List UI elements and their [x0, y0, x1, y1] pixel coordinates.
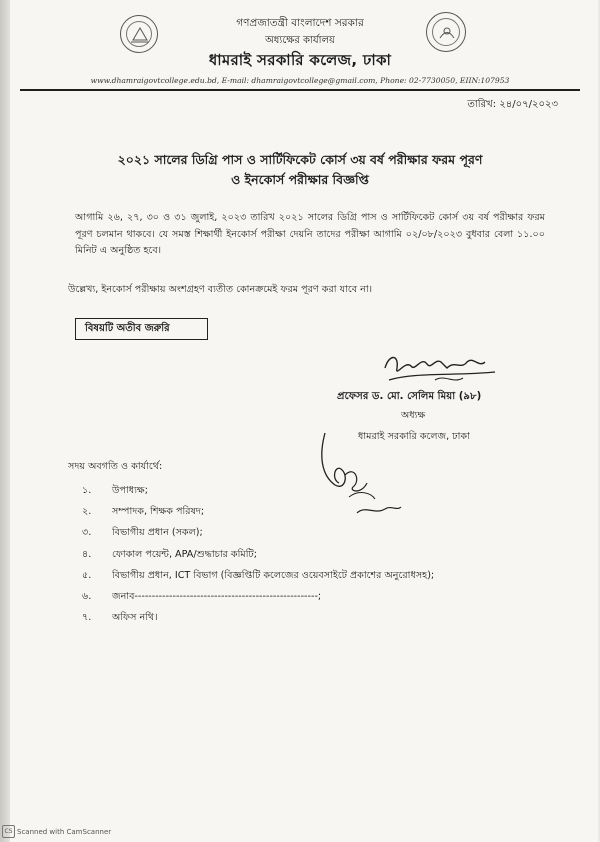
signatory-designation: অধ্যক্ষ	[401, 410, 426, 421]
office-heading: অধ্যক্ষের কার্যালয়	[265, 35, 335, 46]
notice-title-line-1: ২০২১ সালের ডিগ্রি পাস ও সার্টিফিকেট কোর্স ৩য় বর্ষ পরীক্ষার ফরম পূরণ	[117, 152, 483, 167]
college-name: ধামরাই সরকারি কলেজ, ঢাকা	[208, 51, 392, 69]
distribution-intro: সদয় অবগতি ও কার্যার্থে:	[68, 461, 163, 472]
scan-edge	[0, 0, 10, 842]
government-heading: গণপ্রজাতন্ত্রী বাংলাদেশ সরকার	[236, 17, 364, 29]
list-item: ৫. বিভাগীয় প্রধান, ICT বিভাগ (বিজ্ঞপ্তিটি কলেজের ওয়েবসাইটে প্রকাশের অনুরোধসহ);	[82, 569, 435, 581]
camscanner-icon: CS	[2, 825, 15, 838]
list-item: ৪. ফোকাল পয়েন্ট, APA/শুদ্ধাচার কমিটি;	[82, 548, 257, 560]
scanner-watermark	[2, 825, 111, 838]
list-item: ২. সম্পাদক, শিক্ষক পরিষদ;	[82, 506, 205, 518]
list-item: ৩. বিভাগীয় প্রধান (সকল);	[82, 527, 203, 539]
list-item: ১. উপাধ্যক্ষ;	[82, 485, 148, 496]
signatory-institution: ধামরাই সরকারি কলেজ, ঢাকা	[358, 431, 470, 442]
contact-line: www.dhamraigovtcollege.edu.bd, E-mail: dhamraigovtcollege@gmail.com, Phone: 02-7730050, EIIN:107953	[90, 76, 510, 85]
list-item: ৬. জনাব-----------------------------------------------------;	[82, 590, 322, 602]
issue-date: তারিখ: ২৪/০৭/২০২৩	[467, 99, 558, 110]
urgent-box: বিষয়টি অতীব জরুরি	[75, 318, 208, 340]
distribution-list	[82, 484, 434, 632]
signatory-name: প্রফেসর ড. মো. সেলিম মিয়া (৯৮)	[337, 391, 482, 402]
notice-remark: উল্লেখ্য, ইনকোর্স পরীক্ষায় অংশগ্রহণ ব্যতীত কোনক্রমেই ফরম পূরণ করা যাবে না।	[68, 284, 373, 295]
header-divider	[20, 89, 580, 91]
list-item: ৭. অফিস নথি।	[82, 612, 158, 624]
watermark-text: Scanned with CamScanner	[17, 827, 112, 836]
document-page	[10, 0, 598, 842]
notice-paragraph: আগামি ২৬, ২৭, ৩০ ও ৩১ জুলাই, ২০২৩ তারিখ ২০২১ সালের ডিগ্রি পাস ও সার্টিফিকেট কোর্স ৩য় বর্ষ পরীক্ষার ফরম পূরণ চলমান থাকবে। যে সমস্ত শিক্ষার্থী ইনকোর্স পরীক্ষা দেয়নি তাদের পরীক্ষা আগামি ০২/০৮/২০২৩ বুধবার বেলা ১১.০০ মিনিট এ অনুষ্ঠিত হবে।	[75, 212, 545, 256]
notice-title-line-2: ও ইনকোর্স পরীক্ষার বিজ্ঞপ্তি	[231, 172, 369, 187]
principal-signature	[375, 350, 505, 390]
